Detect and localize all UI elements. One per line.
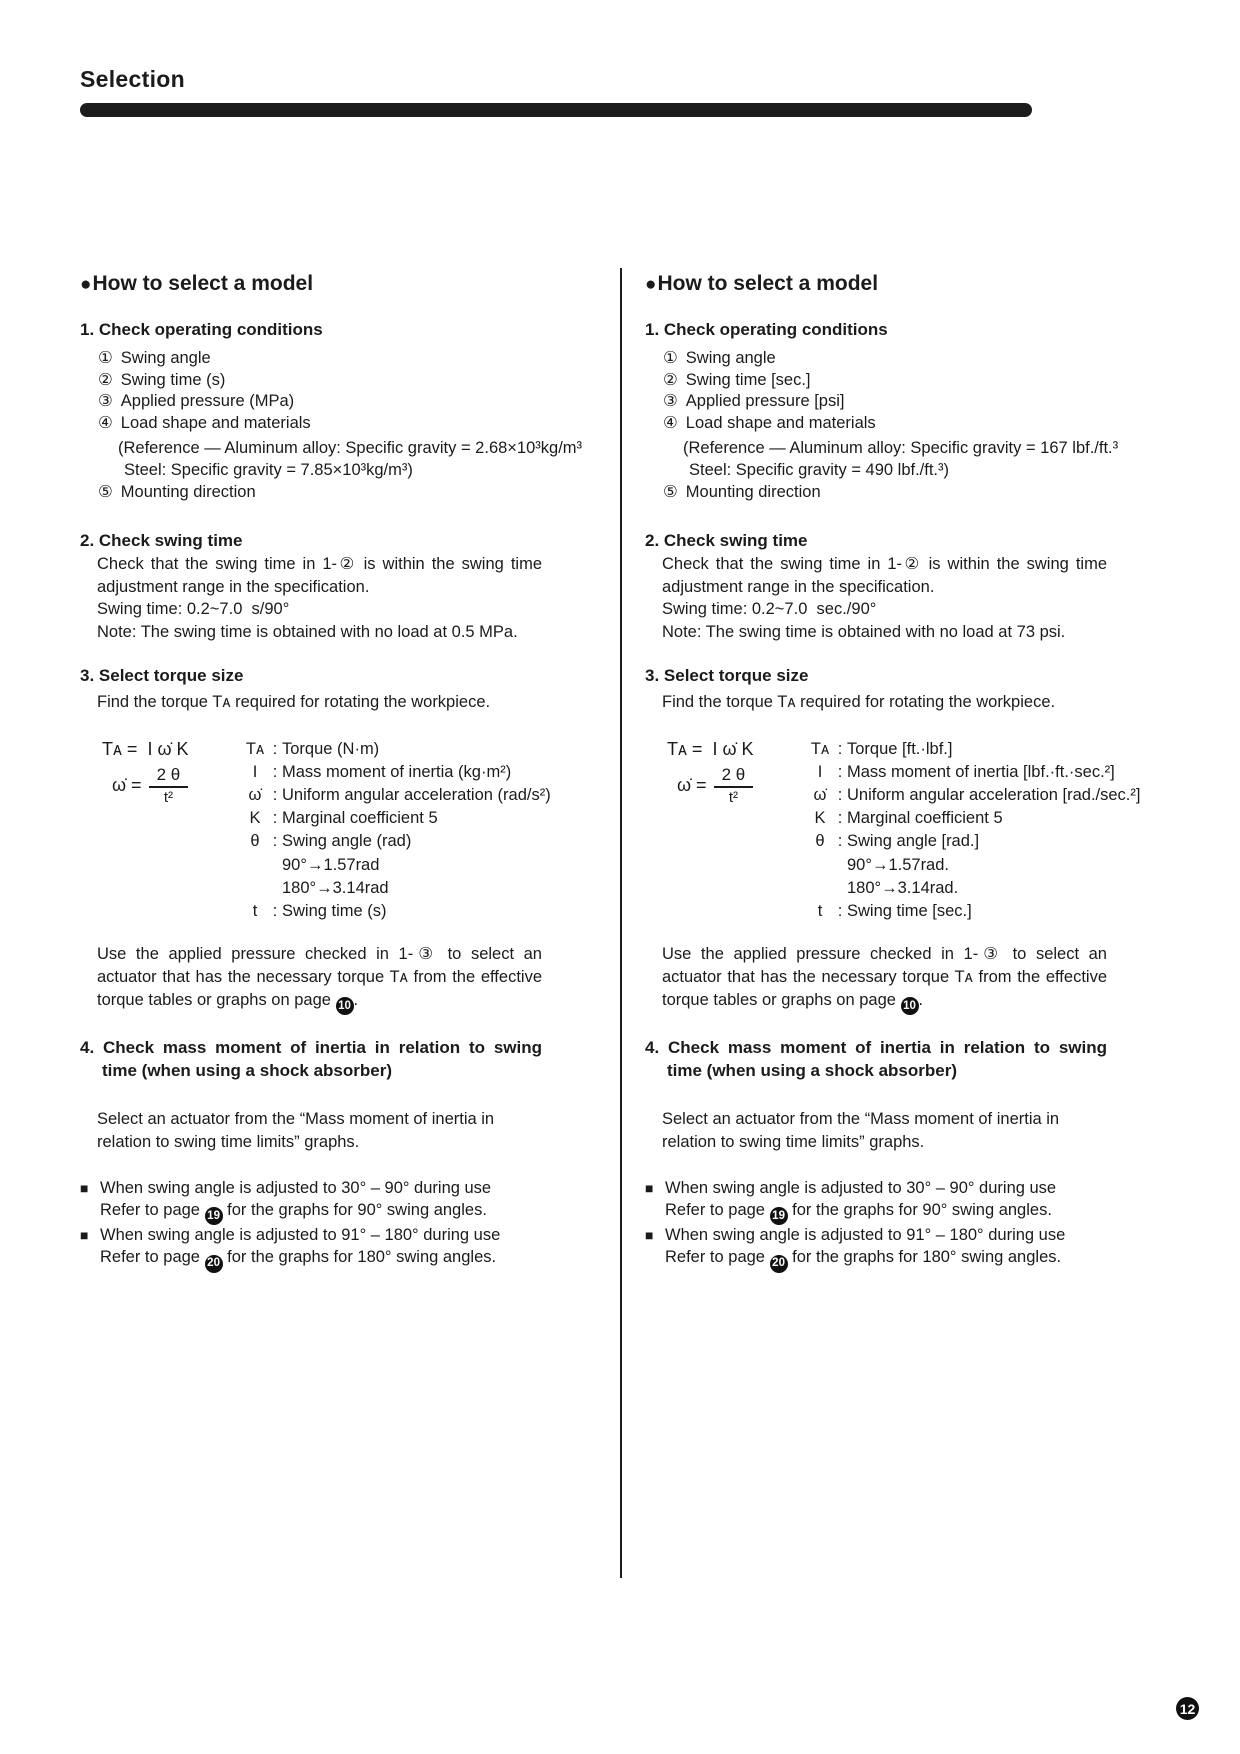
colon: : [272,832,278,851]
circled-number-1-icon: ① [98,349,113,367]
condition-item-3 [645,391,1107,413]
definition-row [242,761,551,784]
condition-text: Swing angle [685,349,776,367]
note-30-90 [80,1178,542,1225]
square-bullet-icon: ■ [80,1180,89,1197]
symbol: t [252,902,258,921]
section-2-heading: 2. Check swing time [80,531,243,551]
swing-time-note: Note: The swing time is obtained with no load at 0.5 MPa. [97,622,518,641]
symbol: θ [250,832,260,851]
page-20-badge [205,1255,223,1273]
page-19-badge [770,1207,788,1225]
condition-list [80,348,583,503]
formula-torque-equation: Tᴀ = I ω̇ K [667,738,754,759]
colon [833,877,847,900]
definition-text: Swing angle [rad.] [847,832,980,851]
symbol: Tᴀ [810,739,830,758]
condition-text: Load shape and materials [685,413,876,432]
symbol [242,854,268,877]
definition-row [807,854,1140,877]
definition-row [242,877,551,900]
swing-angle-notes [80,1178,542,1272]
reference-line-2: Steel: Specific gravity = 490 lbf./ft.³) [689,460,949,479]
definition-row [242,900,551,923]
colon: : [272,762,278,781]
symbol: I [817,762,823,781]
ref-text: for the graphs for 90° swing angles. [787,1201,1052,1220]
page-19-number: 19 [772,1209,785,1222]
page-number-badge [1176,1697,1199,1720]
colon: : [272,902,278,921]
fraction-denominator: t² [163,788,173,806]
note-91-180 [645,1225,1107,1272]
definition-row [807,877,1140,900]
swing-time-note: Note: The swing time is obtained with no load at 73 psi. [662,622,1066,641]
swing-time-check-text: Check that the swing time in 1-② is within the swing time adjustment range in the specification. [97,555,542,596]
symbol: ω̇ [813,786,827,805]
definition-row [807,900,1140,923]
definition-row [242,784,551,807]
section-check-inertia [80,1036,542,1154]
circled-number-2-icon: ② [663,370,678,389]
pressure-selection-note [80,943,542,1015]
note-line-1 [80,1225,542,1247]
section-check-inertia [645,1036,1107,1154]
note-91-180 [80,1225,542,1272]
torque-formula [667,738,807,924]
page-number: 12 [1179,1700,1196,1717]
note-reference [80,1247,542,1272]
colon: : [272,739,278,758]
page-20-number: 20 [207,1256,220,1269]
swing-time-range: Swing time: 0.2~7.0 sec./90° [662,600,877,619]
reference-line-1: (Reference — Aluminum alloy: Specific gravity = 2.68×10³kg/m³ [118,439,583,458]
colon: : [837,809,843,828]
page-19-badge [205,1207,223,1225]
ref-text: Refer to page [100,1201,205,1220]
ref-text: for the graphs for 180° swing angles. [787,1248,1062,1267]
condition-text: Mounting direction [120,482,256,501]
condition-item-3 [80,391,542,413]
title-underline-bar [80,103,1032,117]
symbol: I [252,762,258,781]
colon: : [837,832,843,851]
symbol: Tᴀ [245,739,265,758]
condition-text: Applied pressure (MPa) [120,392,295,411]
definition-text: Mass moment of inertia (kg·m²) [282,762,512,781]
column-imperial [645,272,1141,1273]
pressure-note-period: . [353,991,359,1010]
page-19-number: 19 [207,1209,220,1222]
definition-row [807,761,1140,784]
circled-number-5-icon: ⑤ [663,482,678,501]
colon: : [272,809,278,828]
section-check-swing-time [645,531,1107,643]
definition-text: 90°→1.57rad [282,855,380,874]
definition-row [807,830,1140,853]
colon: : [837,902,843,921]
ref-text: Refer to page [665,1201,770,1220]
section-3-heading: 3. Select torque size [80,666,244,686]
torque-formula-block [80,738,551,924]
symbol: K [814,809,826,828]
formula-omega-lhs: ω̇ = [112,775,142,796]
definition-text: Marginal coefficient 5 [847,809,1003,828]
condition-text: Load shape and materials [120,413,311,432]
definition-text: Uniform angular acceleration (rad/s²) [282,786,551,805]
how-to-heading [645,272,1107,297]
condition-item-5 [645,482,1107,504]
condition-item-1 [80,348,542,370]
condition-item-2 [645,370,1107,392]
note-reference [645,1200,1107,1225]
bullet-icon: ● [645,274,657,295]
ref-text: Refer to page [100,1248,205,1267]
page-20-number: 20 [772,1256,785,1269]
section-1-heading: 1. Check operating conditions [645,320,888,339]
section-2-heading: 2. Check swing time [645,531,808,551]
section-operating-conditions [645,320,1119,503]
definition-row [807,784,1140,807]
square-bullet-icon: ■ [645,1227,654,1244]
note-text: When swing angle is adjusted to 30° – 90° during use [665,1179,1057,1198]
definition-row [242,738,551,761]
page-title: Selection [80,66,185,92]
square-bullet-icon: ■ [80,1227,89,1244]
how-to-title: How to select a model [657,272,879,295]
fraction-numerator: 2 θ [149,764,189,788]
circled-number-4-icon: ④ [663,413,678,432]
how-to-heading [80,272,542,297]
symbol-definitions [242,738,551,924]
torque-formula-block [645,738,1141,924]
condition-text: Swing time [sec.] [685,370,811,389]
section-operating-conditions [80,320,583,503]
how-to-title: How to select a model [92,272,314,295]
note-line-1 [80,1178,542,1200]
note-30-90 [645,1178,1107,1225]
pressure-note-period: . [918,991,924,1010]
fraction-numerator: 2 θ [714,764,754,788]
circled-number-3-icon: ③ [98,392,113,411]
pressure-note-text: Use the applied pressure checked in 1-③ to select an actuator that has the necessary torque Tᴀ from the effective torque tables or graphs on page [662,945,1107,1010]
formula-omega-lhs: ω̇ = [677,775,707,796]
condition-text: Swing angle [120,349,211,367]
inertia-body-text: Select an actuator from the “Mass moment of inertia in relation to swing time limits” graphs. [662,1110,1060,1152]
symbol [807,877,833,900]
definition-text: 180°→3.14rad [282,878,389,897]
colon: : [272,786,278,805]
reference-line-2: Steel: Specific gravity = 7.85×10³kg/m³) [124,460,413,479]
circled-number-3-icon: ③ [663,392,678,411]
note-text: When swing angle is adjusted to 91° – 180° during use [100,1226,501,1245]
circled-number-5-icon: ⑤ [98,482,113,501]
section-select-torque [645,666,1141,1015]
ref-text: for the graphs for 90° swing angles. [222,1201,487,1220]
symbol: ω̇ [248,786,262,805]
definition-row [807,738,1140,761]
symbol-definitions [807,738,1140,924]
formula-torque-equation: Tᴀ = I ω̇ K [102,738,189,759]
definition-text: Torque [ft.·lbf.] [847,739,953,758]
column-divider [620,268,622,1578]
definition-text: 180°→3.14rad. [847,878,959,897]
fraction [149,764,189,808]
definition-text: Uniform angular acceleration [rad./sec.²] [847,786,1141,805]
torque-formula [102,738,242,924]
condition-text: Swing time (s) [120,370,226,389]
torque-intro: Find the torque Tᴀ required for rotating the workpiece. [97,693,491,712]
page-20-badge [770,1255,788,1273]
definition-text: Marginal coefficient 5 [282,809,438,828]
colon [268,877,282,900]
colon [268,854,282,877]
ref-text: for the graphs for 180° swing angles. [222,1248,497,1267]
circled-number-2-icon: ② [98,370,113,389]
pressure-note-text: Use the applied pressure checked in 1-③ to select an actuator that has the necessary torque Tᴀ from the effective torque tables or graphs on page [97,945,542,1010]
definition-row [242,807,551,830]
note-line-1 [645,1178,1107,1200]
colon: : [837,739,843,758]
bullet-icon: ● [80,274,92,295]
section-4-heading: 4. Check mass moment of inertia in relation to swing time (when using a shock absorber) [645,1038,1107,1081]
note-reference [645,1247,1107,1272]
fraction [714,764,754,808]
section-3-heading: 3. Select torque size [645,666,809,686]
definition-text: Swing angle (rad) [282,832,412,851]
definition-text: Torque (N·m) [282,739,380,758]
symbol [242,877,268,900]
condition-list [645,348,1119,503]
section-4-heading: 4. Check mass moment of inertia in relation to swing time (when using a shock absorber) [80,1038,542,1081]
symbol: t [817,902,823,921]
section-1-heading: 1. Check operating conditions [80,320,323,339]
page-10-number: 10 [903,999,916,1012]
definition-row [242,854,551,877]
column-metric [80,272,583,1273]
condition-text: Applied pressure [psi] [685,392,845,411]
note-text: When swing angle is adjusted to 91° – 180° during use [665,1226,1066,1245]
symbol: θ [815,832,825,851]
note-line-1 [645,1225,1107,1247]
inertia-body-text: Select an actuator from the “Mass moment of inertia in relation to swing time limits” graphs. [97,1110,495,1152]
condition-item-4 [645,413,1107,435]
section-select-torque [80,666,551,1015]
condition-text: Mounting direction [685,482,821,501]
definition-row [242,830,551,853]
ref-text: Refer to page [665,1248,770,1267]
colon: : [837,762,843,781]
fraction-denominator: t² [728,788,738,806]
definition-row [807,807,1140,830]
formula-omega-equation [112,764,242,808]
formula-omega-equation [677,764,807,808]
definition-text: Mass moment of inertia [lbf.·ft.·sec.²] [847,762,1115,781]
condition-item-4 [80,413,542,435]
swing-time-range: Swing time: 0.2~7.0 s/90° [97,600,290,619]
page-10-badge [901,997,919,1015]
condition-item-5 [80,482,542,504]
section-check-swing-time [80,531,542,643]
swing-angle-notes [645,1178,1107,1272]
definition-text: Swing time [sec.] [847,902,972,921]
pressure-selection-note [645,943,1107,1015]
torque-intro: Find the torque Tᴀ required for rotating the workpiece. [662,693,1056,712]
condition-item-1 [645,348,1107,370]
condition-item-2 [80,370,542,392]
note-text: When swing angle is adjusted to 30° – 90° during use [100,1179,492,1198]
circled-number-1-icon: ① [663,349,678,367]
definition-text: 90°→1.57rad. [847,855,949,874]
colon: : [837,786,843,805]
colon [833,854,847,877]
definition-text: Swing time (s) [282,902,387,921]
page-10-number: 10 [338,999,351,1012]
circled-number-4-icon: ④ [98,413,113,432]
symbol: K [249,809,261,828]
note-reference [80,1200,542,1225]
swing-time-check-text: Check that the swing time in 1-② is within the swing time adjustment range in the specification. [662,555,1107,596]
reference-line-1: (Reference — Aluminum alloy: Specific gravity = 167 lbf./ft.³ [683,439,1119,458]
symbol [807,854,833,877]
page-10-badge [336,997,354,1015]
square-bullet-icon: ■ [645,1180,654,1197]
